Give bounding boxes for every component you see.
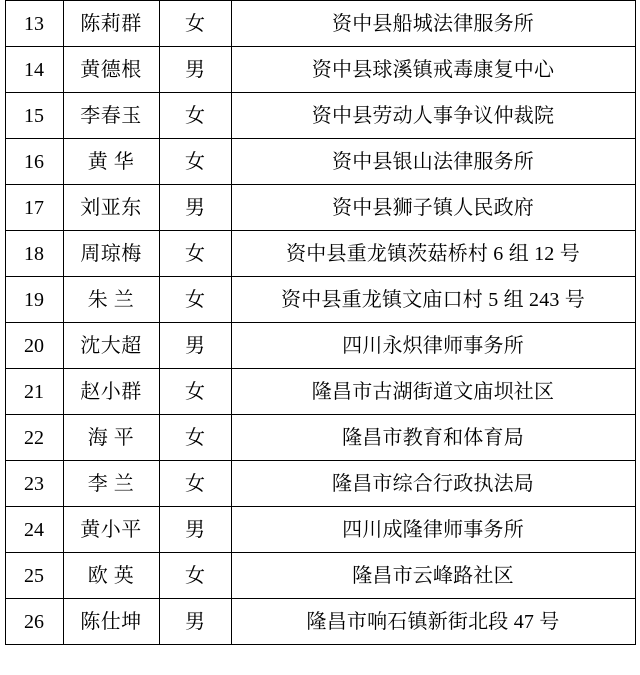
row-org: 资中县重龙镇文庙口村 5 组 243 号 [231,277,635,323]
row-index: 19 [5,277,63,323]
row-name: 陈莉群 [63,1,159,47]
row-index: 14 [5,47,63,93]
row-org: 资中县重龙镇茨菇桥村 6 组 12 号 [231,231,635,277]
row-sex: 女 [159,553,231,599]
table-row [5,323,635,369]
row-index: 18 [5,231,63,277]
row-org: 资中县船城法律服务所 [231,1,635,47]
row-name: 沈大超 [63,323,159,369]
table-row [5,369,635,415]
row-name: 黄德根 [63,47,159,93]
row-org: 资中县劳动人事争议仲裁院 [231,93,635,139]
row-name: 黄小平 [63,507,159,553]
row-org: 隆昌市云峰路社区 [231,553,635,599]
row-org: 资中县狮子镇人民政府 [231,185,635,231]
row-index: 26 [5,599,63,645]
row-index: 25 [5,553,63,599]
row-org: 隆昌市古湖街道文庙坝社区 [231,369,635,415]
row-index: 20 [5,323,63,369]
row-index: 24 [5,507,63,553]
table-row [5,185,635,231]
row-index: 17 [5,185,63,231]
row-name: 周琼梅 [63,231,159,277]
row-org: 四川成隆律师事务所 [231,507,635,553]
row-sex: 女 [159,369,231,415]
row-name: 李 兰 [63,461,159,507]
row-name: 朱 兰 [63,277,159,323]
row-sex: 女 [159,277,231,323]
row-org: 资中县球溪镇戒毒康复中心 [231,47,635,93]
row-sex: 男 [159,599,231,645]
table-row [5,93,635,139]
row-index: 13 [5,1,63,47]
row-name: 陈仕坤 [63,599,159,645]
table-row [5,599,635,645]
row-name: 刘亚东 [63,185,159,231]
row-index: 15 [5,93,63,139]
roster-table-body [5,1,635,645]
row-sex: 女 [159,231,231,277]
row-index: 16 [5,139,63,185]
row-sex: 女 [159,93,231,139]
row-sex: 男 [159,507,231,553]
row-index: 21 [5,369,63,415]
row-name: 黄 华 [63,139,159,185]
row-index: 23 [5,461,63,507]
row-sex: 女 [159,1,231,47]
table-row [5,277,635,323]
row-index: 22 [5,415,63,461]
row-org: 四川永炽律师事务所 [231,323,635,369]
table-row [5,553,635,599]
table-row [5,47,635,93]
row-org: 资中县银山法律服务所 [231,139,635,185]
row-sex: 女 [159,415,231,461]
row-name: 李春玉 [63,93,159,139]
row-name: 赵小群 [63,369,159,415]
table-row [5,415,635,461]
row-org: 隆昌市教育和体育局 [231,415,635,461]
row-sex: 女 [159,139,231,185]
row-sex: 男 [159,185,231,231]
row-org: 隆昌市综合行政执法局 [231,461,635,507]
table-row [5,1,635,47]
row-sex: 男 [159,323,231,369]
table-row [5,461,635,507]
table-row [5,507,635,553]
row-name: 海 平 [63,415,159,461]
row-sex: 男 [159,47,231,93]
row-sex: 女 [159,461,231,507]
table-row [5,139,635,185]
table-row [5,231,635,277]
row-name: 欧 英 [63,553,159,599]
roster-table [5,0,636,645]
row-org: 隆昌市响石镇新街北段 47 号 [231,599,635,645]
